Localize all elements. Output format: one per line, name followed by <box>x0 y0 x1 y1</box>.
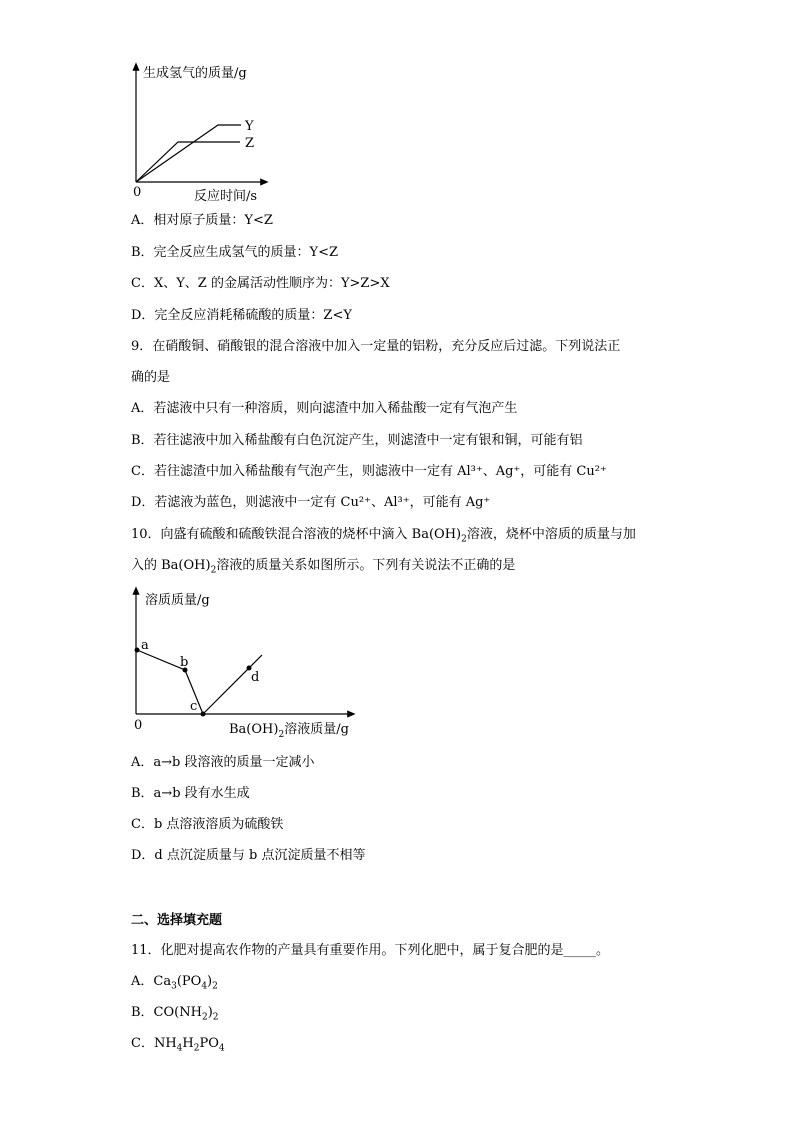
x-label-part-a: Ba(OH) <box>229 722 279 737</box>
q9-stem-line1: 9．在硝酸铜、硝酸银的混合溶液中加入一定量的铝粉，充分反应后过滤。下列说法正 <box>131 339 621 354</box>
q8-option-d: D．完全反应消耗稀硫酸的质量：Z<Y <box>131 308 352 323</box>
q9-stem-line2: 确的是 <box>131 370 171 385</box>
q10-stem1-part-b: 溶液，烧杯中溶质的质量与加 <box>466 527 636 542</box>
point-c <box>201 712 206 717</box>
q11-c-post: PO <box>199 1036 219 1051</box>
q9-option-b: B．若往滤液中加入稀盐酸有白色沉淀产生，则滤渣中一定有银和铜，可能有铝 <box>131 433 583 448</box>
q11-c-sub2: 2 <box>193 1043 200 1054</box>
q11-b-sub2: 2 <box>212 1012 219 1023</box>
solute-mass-line <box>137 650 262 714</box>
q11-b-sub1: 2 <box>201 1012 208 1023</box>
q10-option-d: D．d 点沉淀质量与 b 点沉淀质量不相等 <box>131 848 366 863</box>
q10-stem-line1 <box>131 527 636 548</box>
solute-mass-chart <box>0 585 794 745</box>
q11-a-sub1: 3 <box>171 981 177 992</box>
q11-stem: 11．化肥对提高农作物的产量具有重要作用。下列化肥中，属于复合肥的是_____。 <box>131 943 610 958</box>
series-z-label: Z <box>245 136 255 151</box>
y-axis-label: 生成氢气的质量/g <box>143 66 247 81</box>
q8-option-a: A．相对原子质量：Y<Z <box>131 213 273 228</box>
q11-c-pre: C．NH <box>131 1036 177 1051</box>
q11-a-sub2: 4 <box>201 981 208 992</box>
point-d-label: d <box>251 670 260 685</box>
x-axis-label: 反应时间/s <box>194 189 258 204</box>
q8-option-c: C．X、Y、Z 的金属活动性顺序为：Y>Z>X <box>131 276 390 291</box>
q11-a-post: ) <box>207 974 213 989</box>
point-a-label: a <box>141 638 149 653</box>
q9-option-a: A．若滤液中只有一种溶质，则向滤渣中加入稀盐酸一定有气泡产生 <box>131 401 518 416</box>
x-label-part-b: 溶液质量/g <box>284 722 349 737</box>
q11-option-a <box>131 974 218 995</box>
q11-option-b <box>131 1005 219 1026</box>
series-z-line <box>136 142 240 182</box>
q10-option-b: B．a→b 段有水生成 <box>131 786 250 801</box>
q11-a-pre: A．Ca <box>131 974 172 989</box>
q10-stem1-sub: 2 <box>461 534 467 545</box>
q9-option-d: D．若滤液为蓝色，则滤液中一定有 Cu²⁺、Al³⁺，可能有 Ag⁺ <box>131 495 491 510</box>
q10-stem-line2 <box>131 558 515 579</box>
q11-b-pre: B．CO(NH <box>131 1005 202 1020</box>
q10-stem2-sub: 2 <box>210 565 217 576</box>
point-b-label: b <box>180 655 189 670</box>
q11-b-post: ) <box>207 1005 213 1020</box>
q11-a-sub3: 2 <box>212 981 218 992</box>
q10-stem2-part-a: 入的 Ba(OH) <box>131 558 211 573</box>
point-a <box>135 648 140 653</box>
section-title: 二、选择填充题 <box>131 913 223 928</box>
series-y-label: Y <box>245 119 254 134</box>
q8-option-b: B．完全反应生成氢气的质量：Y<Z <box>131 245 339 260</box>
q11-c-mid: H <box>182 1036 194 1051</box>
hydrogen-chart <box>0 60 794 270</box>
point-c-label: c <box>190 699 198 714</box>
series-y-line <box>136 125 241 182</box>
x-axis-label <box>229 721 349 740</box>
q10-option-a: A．a→b 段溶液的质量一定减小 <box>131 755 315 770</box>
x-label-sub: 2 <box>278 730 285 740</box>
q9-option-c: C．若往滤渣中加入稀盐酸有气泡产生，则滤液中一定有 Al³⁺、Ag⁺，可能有 Cu²⁺ <box>131 464 607 479</box>
origin-label: 0 <box>133 185 142 200</box>
y-axis-label: 溶质质量/g <box>145 593 210 608</box>
q11-a-mid: (PO <box>176 974 202 989</box>
q11-c-sub3: 4 <box>218 1043 225 1054</box>
q10-option-c: C．b 点溶液溶质为硫酸铁 <box>131 817 284 832</box>
q10-stem2-part-b: 溶液的质量关系如图所示。下列有关说法不正确的是 <box>216 558 516 573</box>
q10-stem1-part-a: 10．向盛有硫酸和硫酸铁混合溶液的烧杯中滴入 Ba(OH) <box>131 527 462 542</box>
q11-c-sub1: 4 <box>176 1043 183 1054</box>
q11-option-c <box>131 1036 225 1057</box>
origin-label: 0 <box>134 718 143 733</box>
